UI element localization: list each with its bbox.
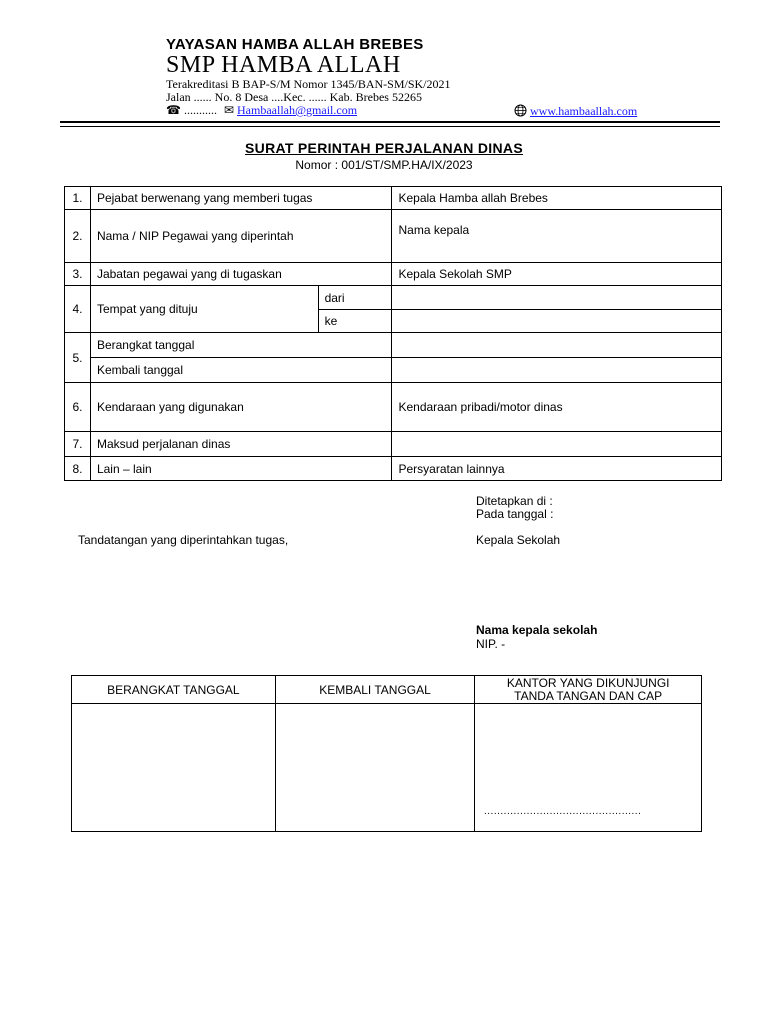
- row-number: 5.: [65, 333, 91, 383]
- website-line: [514, 104, 637, 118]
- row-label: Kendaraan yang digunakan: [90, 383, 392, 432]
- row-number: 1.: [65, 187, 91, 210]
- contact-line: [166, 104, 357, 117]
- table-header-row: [72, 676, 702, 704]
- principal-title: Kepala Sekolah: [476, 533, 561, 547]
- row-value: Nama kepala: [392, 210, 722, 263]
- departure-date-label: Berangkat tanggal: [90, 333, 392, 358]
- return-date-value: [392, 358, 722, 383]
- table-row: [65, 263, 722, 286]
- assignee-signature-label: Tandatangan yang diperintahkan tugas,: [78, 533, 289, 547]
- school-name: SMP HAMBA ALLAH: [166, 52, 401, 78]
- row-value: Persyaratan lainnya: [392, 457, 722, 481]
- table-row: [65, 187, 722, 210]
- table-row: [65, 333, 722, 358]
- return-date-cell: [275, 704, 475, 832]
- departure-date-cell: [72, 704, 276, 832]
- table-row: [65, 383, 722, 432]
- row-label: Jabatan pegawai yang di tugaskan: [90, 263, 392, 286]
- row-number: 4.: [65, 286, 91, 333]
- table-row: [65, 210, 722, 263]
- foundation-name: YAYASAN HAMBA ALLAH BREBES: [166, 36, 424, 53]
- table-row: [65, 358, 722, 383]
- return-date-header: KEMBALI TANGGAL: [275, 676, 475, 704]
- departure-date-value: [392, 333, 722, 358]
- signature-stamp-label: TANDA TANGAN DAN CAP: [514, 688, 663, 703]
- row-value: Kepala Sekolah SMP: [392, 263, 722, 286]
- document-number: Nomor : 001/ST/SMP.HA/IX/2023: [295, 158, 473, 172]
- to-value: [392, 310, 722, 333]
- document-title: SURAT PERINTAH PERJALANAN DINAS: [245, 140, 523, 156]
- row-value: [392, 432, 722, 457]
- email-link[interactable]: Hambaallah@gmail.com: [237, 103, 358, 117]
- table-row: [65, 286, 722, 310]
- row-number: 3.: [65, 263, 91, 286]
- row-value: Kepala Hamba allah Brebes: [392, 187, 722, 210]
- row-label: Lain – lain: [90, 457, 392, 481]
- row-label: Maksud perjalanan dinas: [90, 432, 392, 457]
- accreditation-text: Terakreditasi B BAP-S/M Nomor 1345/BAN-SM/SK/2021: [166, 77, 451, 91]
- row-label: Tempat yang dituju: [90, 286, 318, 333]
- from-label: dari: [318, 286, 392, 310]
- phone-icon: ☎: [166, 103, 181, 117]
- row-value: Kendaraan pribadi/motor dinas: [392, 383, 722, 432]
- assignment-table: [64, 186, 722, 481]
- phone-number: ...........: [183, 103, 217, 117]
- row-number: 6.: [65, 383, 91, 432]
- signature-dotted-line: ................................................: [484, 806, 642, 817]
- return-date-label: Kembali tanggal: [90, 358, 392, 383]
- table-row: [65, 432, 722, 457]
- row-label: Nama / NIP Pegawai yang diperintah: [90, 210, 392, 263]
- principal-nip: NIP. -: [476, 637, 506, 651]
- date-label: Pada tanggal :: [476, 507, 554, 521]
- row-number: 8.: [65, 457, 91, 481]
- row-number: 7.: [65, 432, 91, 457]
- row-number: 2.: [65, 210, 91, 263]
- row-label: Pejabat berwenang yang memberi tugas: [90, 187, 392, 210]
- mail-icon: ✉: [223, 103, 235, 117]
- address-text: Jalan ...... No. 8 Desa ....Kec. ...... Kab. Brebes 52265: [166, 90, 422, 104]
- departure-date-header: BERANGKAT TANGGAL: [72, 676, 276, 704]
- set-at-label: Ditetapkan di :: [476, 494, 553, 508]
- globe-icon: [514, 104, 527, 117]
- office-visited-label: KANTOR YANG DIKUNJUNGI: [506, 675, 670, 690]
- table-row: [65, 457, 722, 481]
- website-link[interactable]: www.hambaallah.com: [530, 104, 638, 118]
- to-label: ke: [318, 310, 392, 333]
- from-value: [392, 286, 722, 310]
- principal-name: Nama kepala sekolah: [476, 623, 598, 637]
- office-visited-header: [475, 676, 702, 704]
- letterhead-rule-thin: [60, 126, 720, 127]
- letterhead-rule-thick: [60, 121, 720, 123]
